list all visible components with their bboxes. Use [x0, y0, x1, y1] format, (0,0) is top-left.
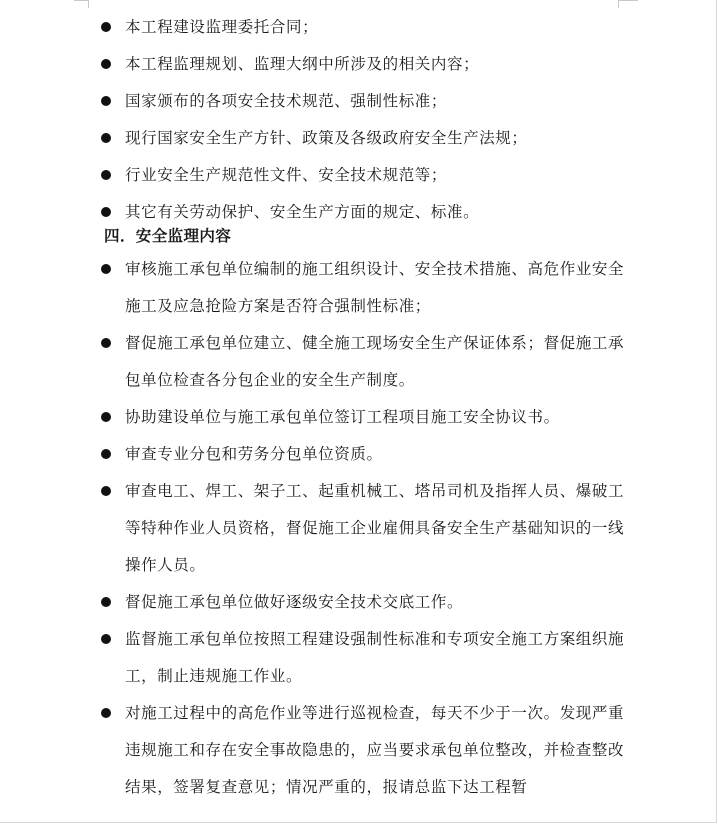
list-item-text: 对施工过程中的高危作业等进行巡视检查，每天不少于一次。发现严重违规施工和存在安全事故隐患的，应当要求承包单位整改，并检查整改结果，签署复查意见；情况严重的，报请总监下达工程暂	[125, 704, 625, 796]
crop-mark-top-left	[74, 0, 88, 1]
bullet-icon	[101, 708, 111, 718]
bullet-icon	[101, 207, 111, 217]
list-item	[0, 473, 625, 584]
list-item-text: 其它有关劳动保护、安全生产方面的规定、标准。	[125, 203, 480, 221]
list-item-text: 本工程监理规划、监理大纲中所涉及的相关内容；	[125, 55, 480, 73]
bullet-icon	[101, 264, 111, 274]
list-item-text: 督促施工承包单位建立、健全施工现场安全生产保证体系；督促施工承包单位检查各分包企业的安全生产制度。	[125, 334, 625, 389]
list-item-text: 现行国家安全生产方针、政策及各级政府安全生产法规；	[125, 129, 528, 147]
bullet-icon	[101, 59, 111, 69]
bullet-icon	[101, 133, 111, 143]
section-heading: 四．安全监理内容	[104, 227, 232, 245]
list-item-text: 行业安全生产规范性文件、安全技术规范等；	[125, 166, 448, 184]
list-item	[0, 695, 625, 806]
list-item	[0, 325, 625, 399]
bullet-icon	[101, 449, 111, 459]
bullet-icon	[101, 634, 111, 644]
crop-mark-top-right-vertical	[618, 0, 619, 8]
list-item	[0, 251, 625, 325]
list-item	[0, 46, 625, 83]
list-item	[0, 83, 625, 120]
crop-mark-top-left-vertical	[88, 0, 89, 8]
crop-mark-top-right	[618, 0, 638, 1]
content-list	[0, 251, 625, 806]
list-item	[0, 399, 625, 436]
list-item-text: 协助建设单位与施工承包单位签订工程项目施工安全协议书。	[125, 408, 560, 426]
list-item-text: 督促施工承包单位做好逐级安全技术交底工作。	[125, 593, 464, 611]
basis-list	[0, 9, 625, 231]
bullet-icon	[101, 486, 111, 496]
list-item	[0, 9, 625, 46]
list-item	[0, 436, 625, 473]
list-item-text: 审查电工、焊工、架子工、起重机械工、塔吊司机及指挥人员、爆破工等特种作业人员资格，督促施工企业雇佣具备安全生产基础知识的一线操作人员。	[125, 482, 625, 574]
bullet-icon	[101, 170, 111, 180]
list-item-text: 监督施工承包单位按照工程建设强制性标准和专项安全施工方案组织施工，制止违规施工作业。	[125, 630, 625, 685]
bullet-icon	[101, 22, 111, 32]
list-item-text: 本工程建设监理委托合同；	[125, 18, 319, 36]
list-item-text: 审核施工承包单位编制的施工组织设计、安全技术措施、高危作业安全施工及应急抢险方案是否符合强制性标准；	[125, 260, 625, 315]
list-item	[0, 584, 625, 621]
list-item	[0, 157, 625, 194]
list-item	[0, 120, 625, 157]
bullet-icon	[101, 96, 111, 106]
list-item	[0, 621, 625, 695]
list-item-text: 国家颁布的各项安全技术规范、强制性标准；	[125, 92, 448, 110]
bullet-icon	[101, 597, 111, 607]
bullet-icon	[101, 412, 111, 422]
list-item-text: 审查专业分包和劳务分包单位资质。	[125, 445, 383, 463]
bullet-icon	[101, 338, 111, 348]
